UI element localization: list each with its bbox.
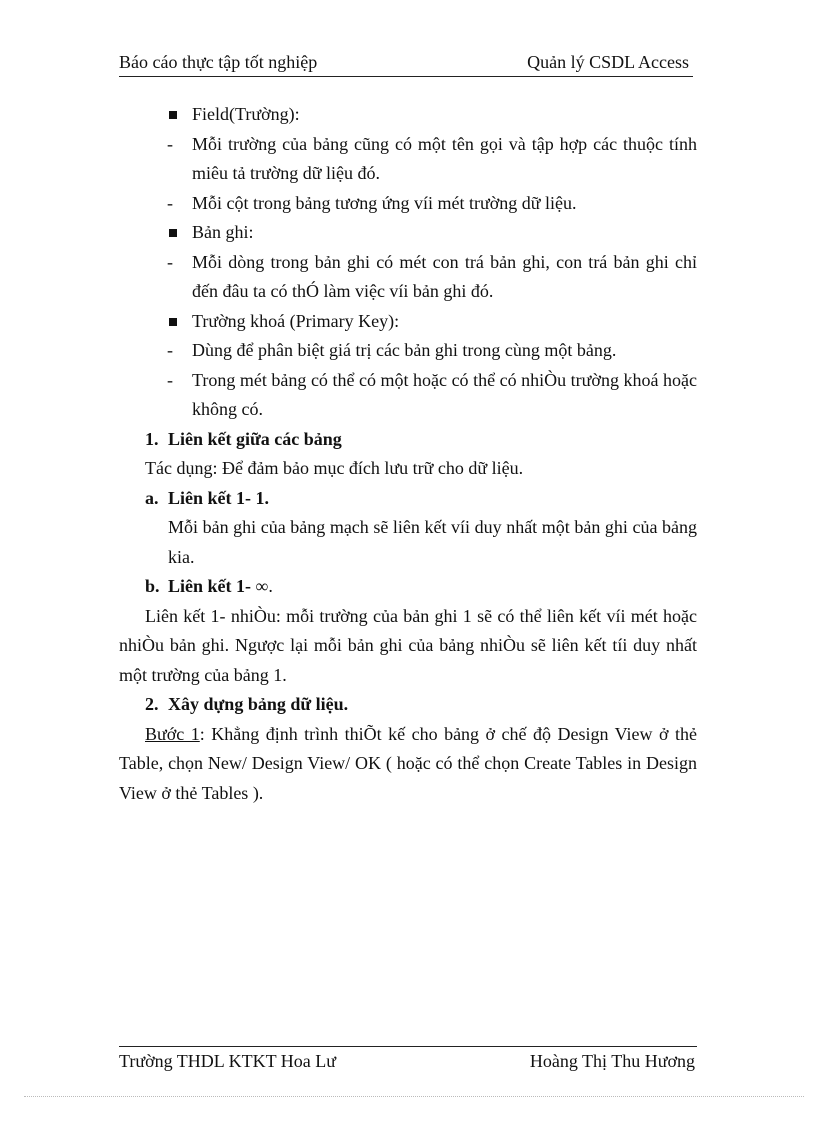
page-footer: [119, 1046, 697, 1073]
section-heading-2: 2. Xây dựng bảng dữ liệu.: [119, 690, 697, 720]
subsection-a-text: Mỗi bản ghi của bảng mạch sẽ liên kết víi duy nhất một bản ghi của bảng kia.: [168, 517, 697, 567]
dash-bullet-icon: -: [167, 192, 173, 213]
header-report-title: Báo cáo thực tập tốt nghiệp: [119, 52, 318, 72]
bullet-record-title: Bản ghi:: [119, 218, 697, 248]
document-body: [119, 100, 697, 808]
section-1-text: Tác dụng: Để đảm bảo mục đích lưu trữ cho dữ liệu.: [145, 458, 524, 478]
footer-school: Trường THDL KTKT Hoa Lư: [119, 1051, 337, 1071]
step-1-label: Bước 1: [145, 723, 200, 744]
subsection-heading-a: a. Liên kết 1- 1.: [119, 484, 697, 514]
bullet-field-title: Field(Trường):: [119, 100, 697, 130]
square-bullet-icon: [169, 229, 177, 237]
header-subject: Quản lý CSDL Access: [527, 52, 689, 72]
footer-author: Hoàng Thị Thu Hương: [529, 1051, 695, 1071]
dash-item-record-1: - Mỗi dòng trong bản ghi có mét con trá bản ghi, con trá bản ghi chỉ đến đâu ta có thÓ làm việc víi bản ghi đó.: [119, 248, 697, 307]
dash-bullet-icon: -: [167, 133, 173, 154]
section-number: 1.: [145, 428, 159, 449]
section-heading-1: 1. Liên kết giữa các bảng: [119, 425, 697, 455]
dash-bullet-icon: -: [167, 340, 173, 360]
subsection-label: a.: [145, 487, 159, 508]
square-bullet-icon: [169, 318, 177, 326]
page-header: [119, 50, 693, 77]
dash-bullet-icon: -: [167, 251, 173, 272]
subsection-heading-b: b. Liên kết 1- ∞.: [119, 572, 697, 602]
dash-bullet-icon: -: [167, 369, 173, 390]
step-1-paragraph: Bước 1: Khẳng định trình thiÕt kế cho bảng ở chế độ Design View ở thẻ Table, chọn New/ Design View/ OK ( hoặc có thể chọn Create Tables in Design View ở thẻ Tables ).: [119, 723, 697, 803]
dash-item-field-1: - Mỗi trường của bảng cũng có một tên gọi và tập hợp các thuộc tính miêu tả trường dữ liệu đó.: [119, 130, 697, 189]
page-edge-divider: [24, 1096, 804, 1097]
subsection-b-text: Liên kết 1- nhiÒu: mỗi trường của bản ghi 1 sẽ có thể liên kết víi mét hoặc nhiÒu bản ghi. Ngược lại mỗi bản ghi của bảng nhiÒu sẽ liên kết tíi duy nhất một trường của bảng 1.: [119, 605, 697, 685]
square-bullet-icon: [169, 111, 177, 119]
bullet-primary-key-title: Trường khoá (Primary Key):: [119, 307, 697, 337]
section-number: 2.: [145, 694, 159, 714]
subsection-label: b.: [145, 576, 160, 596]
dash-item-field-2: - Mỗi cột trong bảng tương ứng víi mét trường dữ liệu.: [119, 189, 697, 219]
dash-item-pk-1: - Dùng để phân biệt giá trị các bản ghi trong cùng một bảng.: [119, 336, 697, 366]
infinity-symbol: ∞.: [255, 576, 273, 596]
dash-item-pk-2: - Trong mét bảng có thể có một hoặc có thể có nhiÒu trường khoá hoặc không có.: [119, 366, 697, 425]
